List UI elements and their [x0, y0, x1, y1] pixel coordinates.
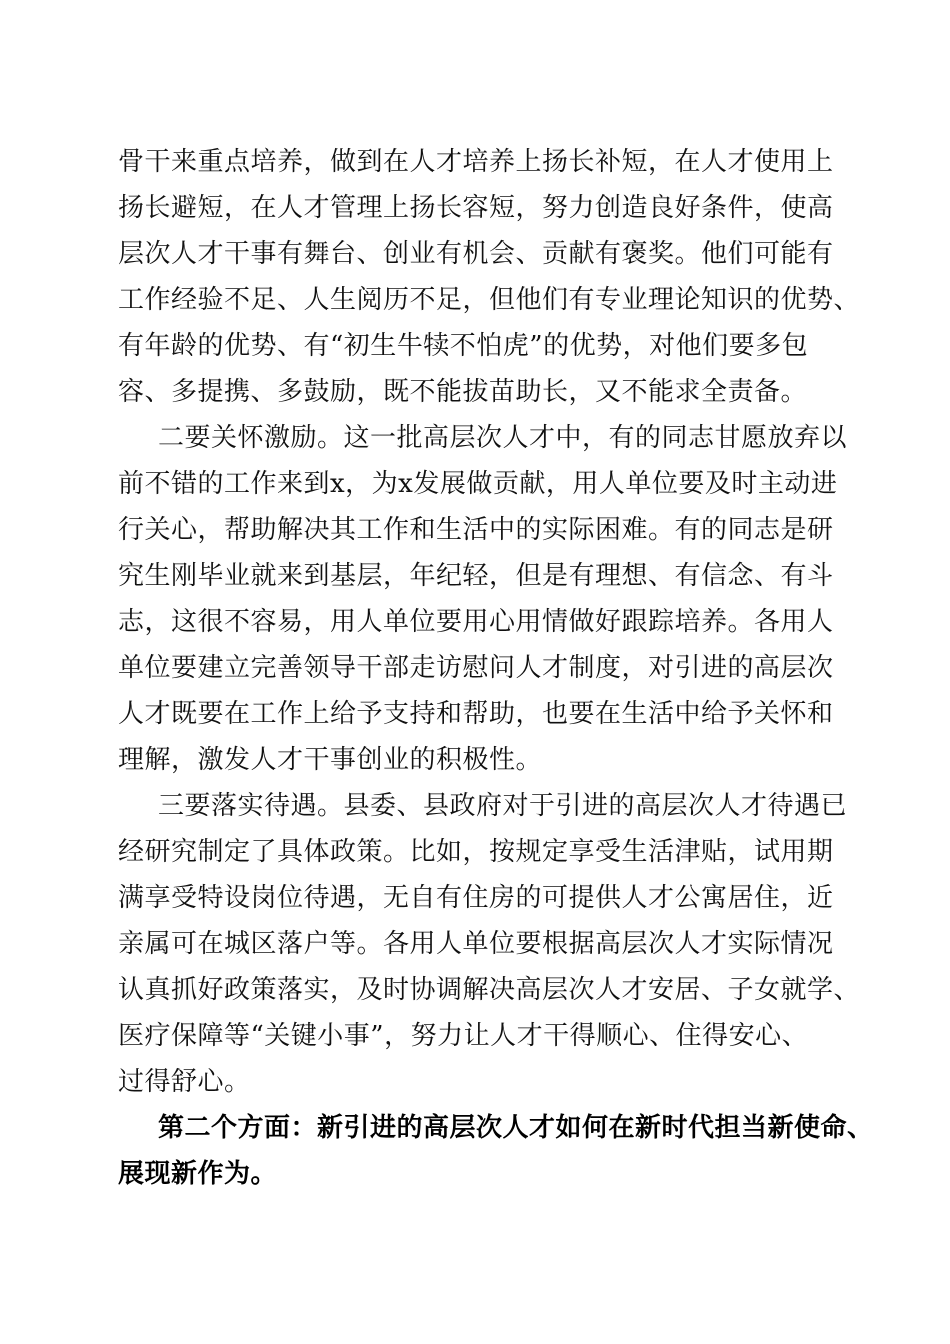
paragraph-line: 究生刚毕业就来到基层，年纪轻，但是有理想、有信念、有斗 — [118, 561, 834, 591]
paragraph-line: 满享受特设岗位待遇，无自有住房的可提供人才公寓居住，近 — [118, 883, 834, 913]
paragraph-line: 扬长避短，在人才管理上扬长容短，努力创造良好条件，使高 — [118, 193, 834, 223]
paragraph-line: 认真抓好政策落实，及时协调解决高层次人才安居、子女就学、 — [118, 975, 861, 1005]
section-heading-line: 展现新作为。 — [118, 1159, 278, 1189]
paragraph-line: 前不错的工作来到x，为x发展做贡献，用人单位要及时主动进 — [118, 469, 838, 499]
paragraph-line: 理解，激发人才干事创业的积极性。 — [118, 745, 543, 775]
paragraph-line: 二要关怀激励。这一批高层次人才中，有的同志甘愿放弃以 — [158, 423, 848, 453]
paragraph-line: 志，这很不容易，用人单位要用心用情做好跟踪培养。各用人 — [118, 607, 834, 637]
paragraph-line: 单位要建立完善领导干部走访慰问人才制度，对引进的高层次 — [118, 653, 834, 683]
paragraph-line: 人才既要在工作上给予支持和帮助，也要在生活中给予关怀和 — [118, 699, 834, 729]
paragraph-line: 医疗保障等“关键小事”，努力让人才干得顺心、住得安心、 — [118, 1021, 809, 1051]
paragraph-line: 骨干来重点培养，做到在人才培养上扬长补短，在人才使用上 — [118, 147, 834, 177]
paragraph-line: 行关心，帮助解决其工作和生活中的实际困难。有的同志是研 — [118, 515, 834, 545]
paragraph-line: 三要落实待遇。县委、县政府对于引进的高层次人才待遇已 — [158, 791, 848, 821]
paragraph-line: 过得舒心。 — [118, 1067, 251, 1097]
paragraph-line: 容、多提携、多鼓励，既不能拔苗助长，又不能求全责备。 — [118, 377, 808, 407]
paragraph-line: 层次人才干事有舞台、创业有机会、贡献有褒奖。他们可能有 — [118, 239, 834, 269]
paragraph-line: 工作经验不足、人生阅历不足，但他们有专业理论知识的优势、 — [118, 285, 861, 315]
paragraph-line: 亲属可在城区落户等。各用人单位要根据高层次人才实际情况 — [118, 929, 834, 959]
section-heading-line: 第二个方面：新引进的高层次人才如何在新时代担当新使命、 — [158, 1113, 874, 1143]
paragraph-line: 有年龄的优势、有“初生牛犊不怕虎”的优势，对他们要多包 — [118, 331, 809, 361]
paragraph-line: 经研究制定了具体政策。比如，按规定享受生活津贴，试用期 — [118, 837, 834, 867]
